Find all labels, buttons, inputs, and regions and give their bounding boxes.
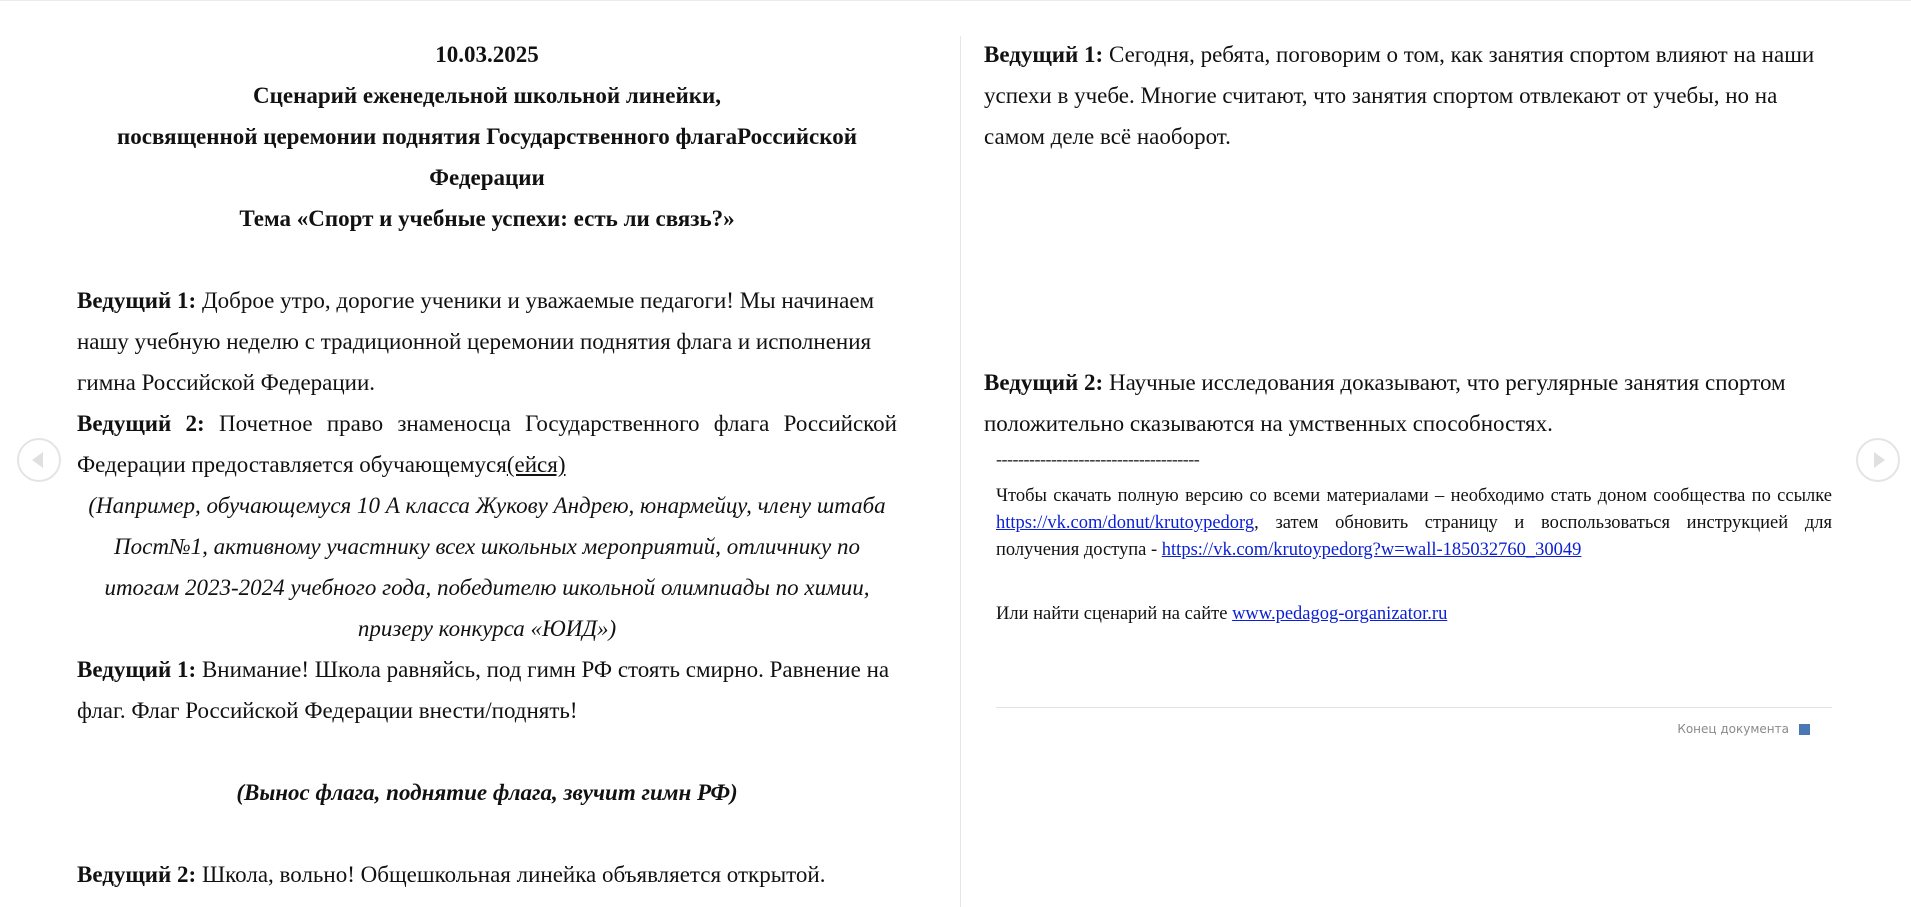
speaker-label: Ведущий 2: — [77, 411, 205, 436]
download-instructions — [996, 483, 1832, 564]
speaker-label: Ведущий 2: — [77, 862, 197, 887]
paragraph-text: Научные исследования доказывают, что регулярные занятия спортом положительно сказываются на умственных способностях. — [984, 370, 1786, 436]
speaker-label: Ведущий 2: — [984, 370, 1104, 395]
site-link[interactable]: www.pedagog-organizator.ru — [1232, 604, 1448, 624]
end-of-document — [1677, 722, 1810, 736]
top-border — [0, 0, 1911, 1]
site-line — [996, 601, 1832, 628]
paragraph-host2-research — [984, 362, 1832, 444]
paragraph-host1-sport — [984, 34, 1832, 157]
chevron-right-icon — [1874, 452, 1885, 468]
download-text: Чтобы скачать полную версию со всеми материалами – необходимо стать доном сообщества по ссылке — [996, 486, 1832, 506]
spacer — [77, 239, 897, 280]
download-notice — [996, 446, 1832, 628]
paragraph-host1-greeting — [77, 280, 897, 403]
flagbearer-example: (Например, обучающемуся 10 А класса Жукову Андрею, юнармейцу, члену штаба Пост№1, активному участнику всех школьных мероприятий, отличнику по итогам 2023-2024 учебного года, победителю школьной олимпиады по химии, призеру конкурса «ЮИД») — [88, 493, 886, 641]
prev-page-button[interactable] — [17, 438, 61, 482]
document-title-line1: Сценарий еженедельной школьной линейки, — [253, 83, 721, 108]
wall-link[interactable]: https://vk.com/krutoypedorg?w=wall-185032760_30049 — [1161, 540, 1582, 560]
end-separator — [996, 707, 1832, 708]
next-page-button[interactable] — [1856, 438, 1900, 482]
download-text: , затем обновить страницу и воспользоваться инструкцией для получения доступа - — [996, 513, 1832, 560]
paragraph-host1-attention — [77, 649, 897, 731]
paragraph-host2-flagbearer — [77, 403, 897, 485]
paragraph-text: Доброе утро, дорогие ученики и уважаемые педагоги! Мы начинаем нашу учебную неделю с традиционной церемонии поднятия флага и исполнения гимна Российской Федерации. — [77, 288, 875, 395]
end-marker-icon — [1799, 724, 1810, 735]
speaker-label: Ведущий 1: — [77, 657, 197, 682]
paragraph-text: Внимание! Школа равняйсь, под гимн РФ стоять смирно. Равнение на флаг. Флаг Российской Федерации внести/поднять! — [77, 657, 890, 723]
page-divider — [960, 36, 961, 907]
chevron-left-icon — [32, 452, 43, 468]
end-of-document-label: Конец документа — [1677, 722, 1789, 736]
spacer — [77, 731, 897, 772]
speaker-label: Ведущий 1: — [984, 42, 1104, 67]
document-page-left — [77, 34, 897, 895]
spacer — [77, 813, 897, 854]
paragraph-text: Сегодня, ребята, поговорим о том, как занятия спортом влияют на наши успехи в учебе. Многие считают, что занятия спортом отвлекают от учебы, но на самом деле всё наоборот. — [984, 42, 1815, 149]
paragraph-host2-open — [77, 854, 897, 895]
dashed-separator: ------------------------------------- — [996, 449, 1200, 469]
document-title-line2: посвященной церемонии поднятия Государственного флагаРоссийской Федерации — [117, 124, 857, 190]
gender-suffix: (ейся) — [506, 452, 566, 477]
document-theme: Тема «Спорт и учебные успехи: есть ли связь?» — [239, 206, 735, 231]
donut-link[interactable]: https://vk.com/donut/krutoypedorg — [996, 513, 1255, 533]
stage-direction: (Вынос флага, поднятие флага, звучит гимн РФ) — [236, 780, 738, 805]
paragraph-text: Почетное право знаменосца Государственного флага Российской Федерации предоставляется обучающемуся — [77, 411, 897, 477]
paragraph-text: Школа, вольно! Общешкольная линейка объявляется открытой. — [196, 862, 826, 887]
spacer — [984, 157, 1832, 362]
document-date: 10.03.2025 — [435, 42, 539, 67]
site-text: Или найти сценарий на сайте — [996, 604, 1233, 624]
document-page-right — [984, 34, 1832, 628]
speaker-label: Ведущий 1: — [77, 288, 197, 313]
